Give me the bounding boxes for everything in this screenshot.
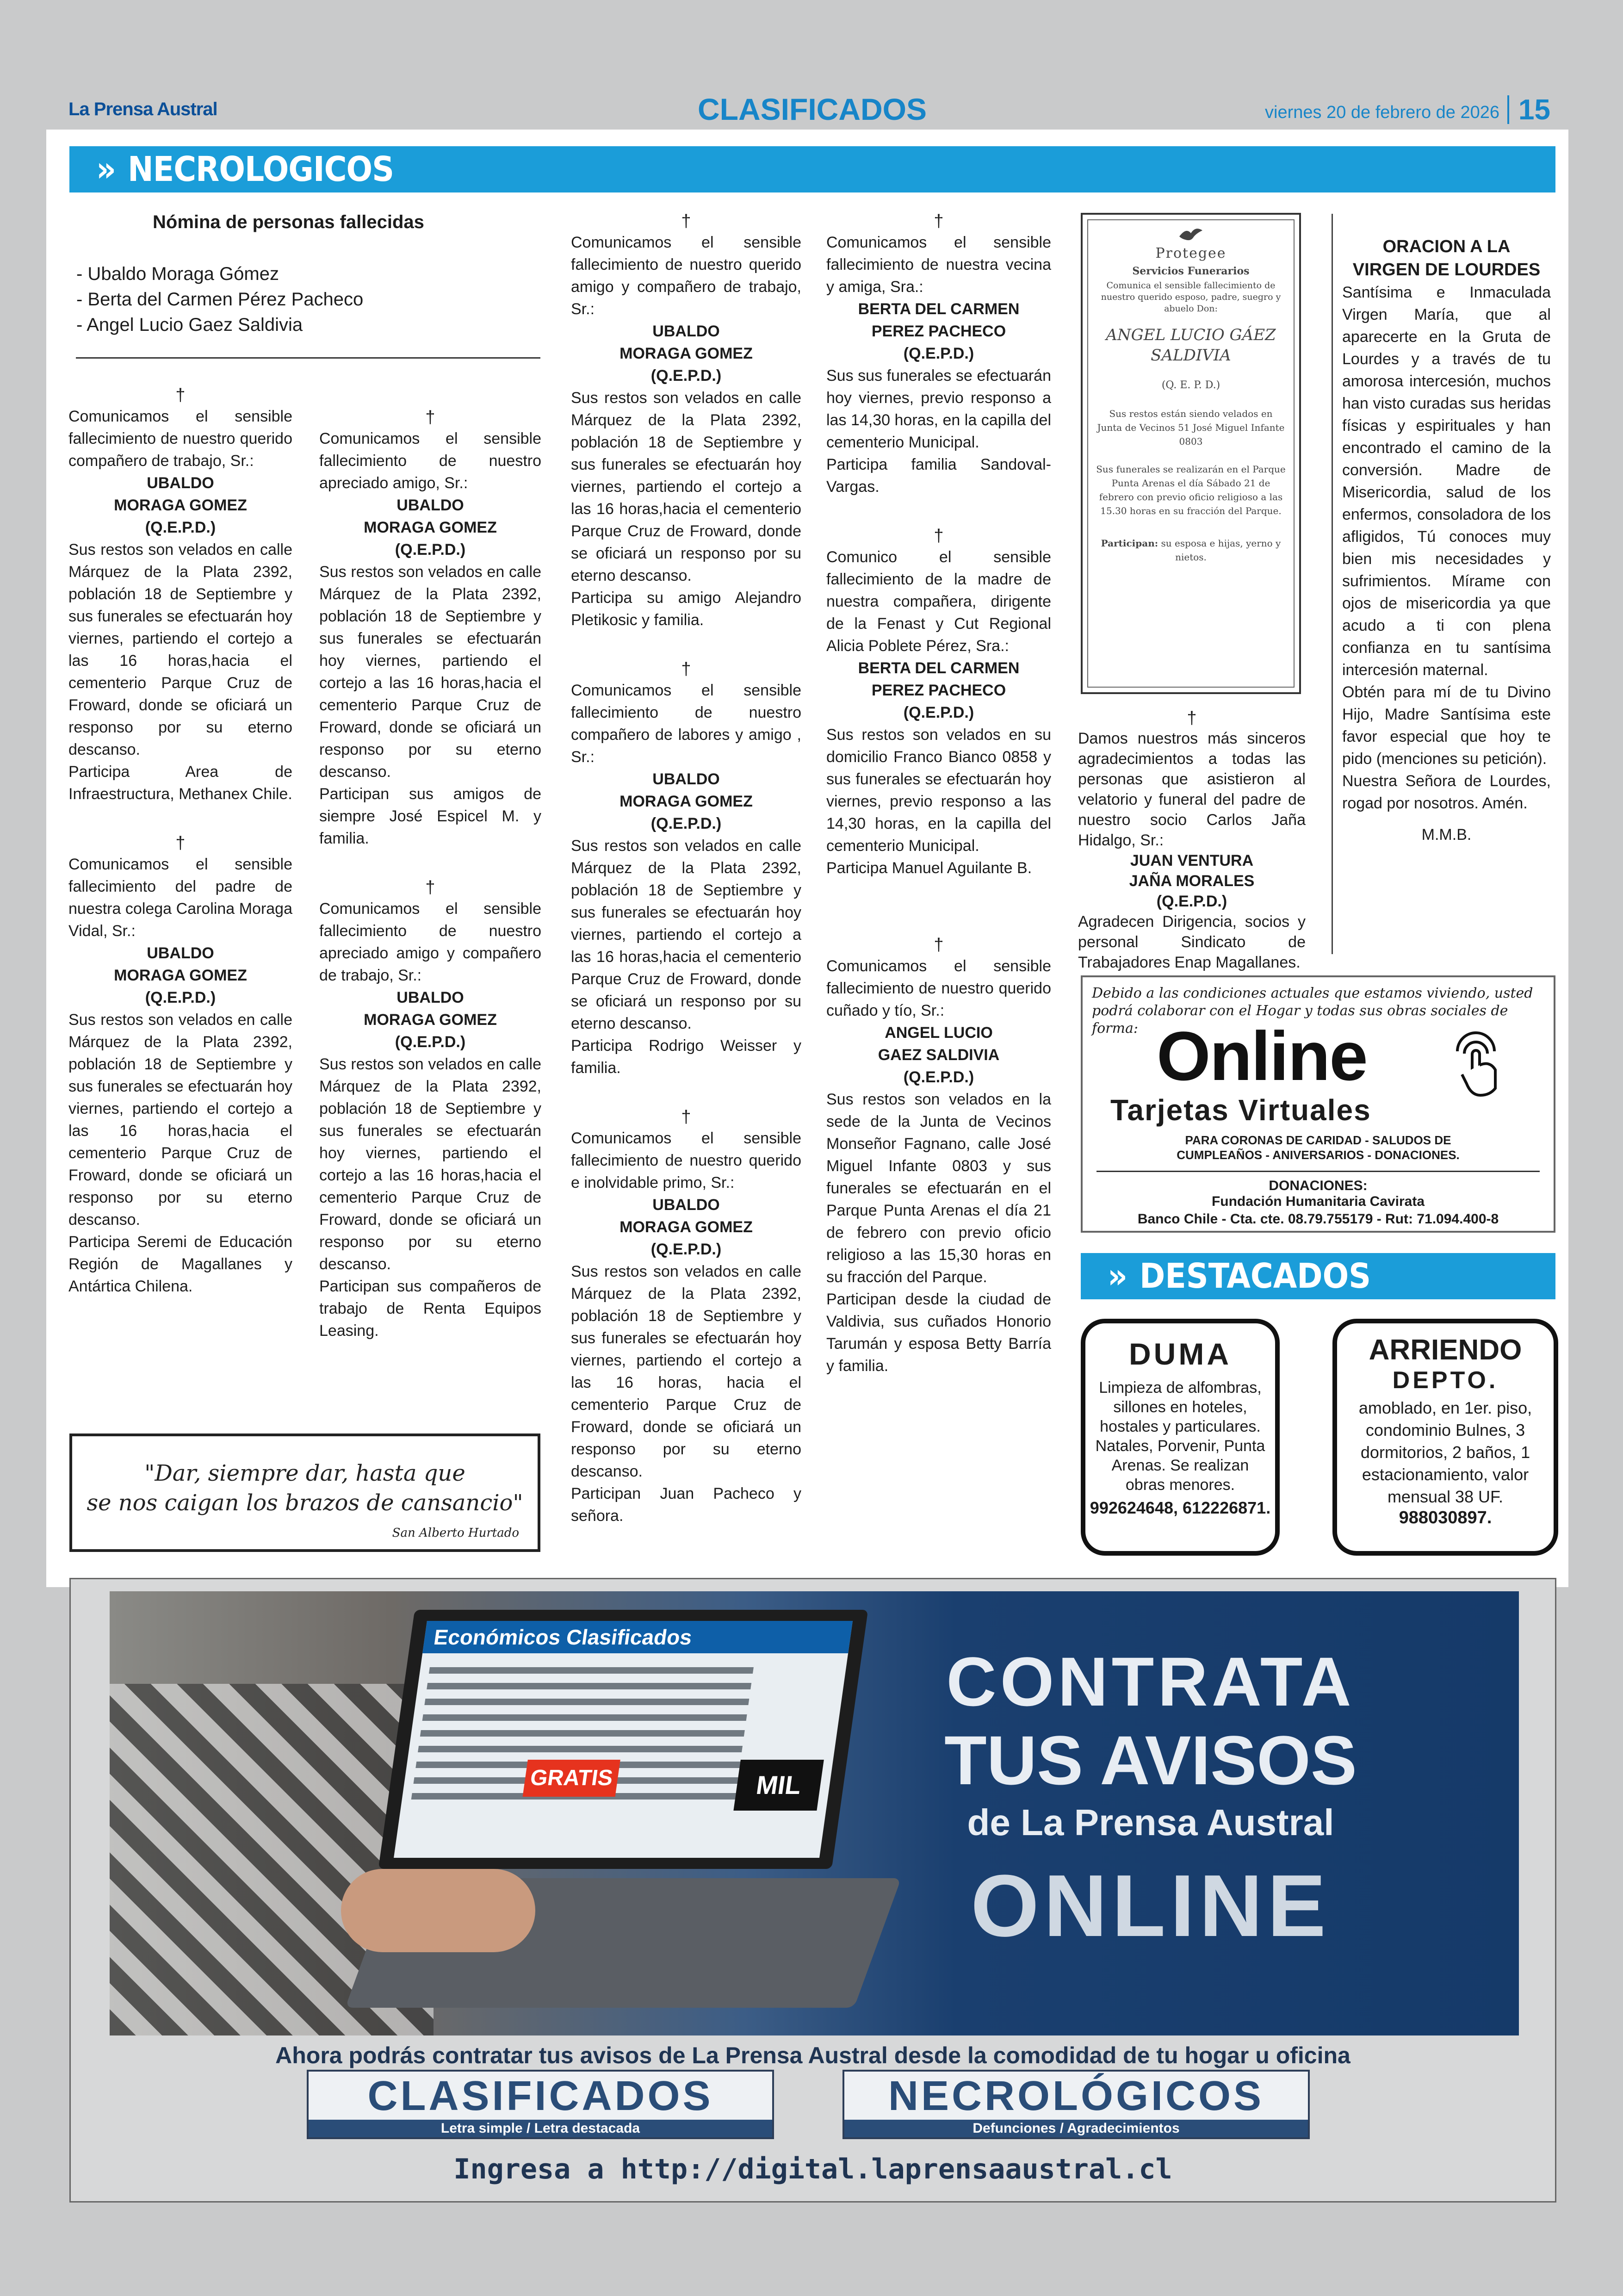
quote-line-1: "Dar, siempre dar, hasta que: [144, 1460, 465, 1486]
notice-column-3: [571, 211, 801, 1527]
notice-intro: Comunicamos el sensible fallecimiento de nuestro apreciado amigo y compañero de trabajo, Sr.:: [319, 900, 541, 984]
funeral-part: su esposa e hijas, yerno y nietos.: [1161, 538, 1281, 563]
thanks-signature: Agradecen Dirigencia, socios y personal Sindicato de Trabajadores Enap Magallanes.: [1078, 913, 1306, 971]
duma-body: Limpieza de alfombras, sillones en hoteles, hostales y particulares. Natales, Porvenir, Punta Arenas. Se realizan obras menores.: [1095, 1379, 1265, 1494]
deceased-name: UBALDO: [396, 496, 464, 514]
notice: [571, 659, 801, 1079]
notice: [68, 833, 292, 1297]
notice-column-4: [826, 211, 1051, 1377]
deceased-name: UBALDO: [652, 1196, 720, 1214]
notice-signature: Participa Seremi de Educación Región de Magallanes y Antártica Chilena.: [68, 1233, 292, 1295]
oracion-body-3: Nuestra Señora de Lourdes, rogad por nosotros. Amén.: [1342, 772, 1551, 812]
banner-title: NECROLOGICOS: [128, 149, 394, 189]
cross-icon: †: [934, 935, 944, 955]
thanks-notice: [1078, 708, 1306, 973]
laptop-photo: [110, 1591, 1519, 2035]
notice-column-2: [319, 407, 541, 1342]
notice-signature: Participan Juan Pacheco y señora.: [571, 1485, 801, 1525]
oracion-column: [1332, 214, 1551, 954]
arriendo-ad: [1332, 1319, 1558, 1556]
touch-icon: [1443, 1028, 1513, 1100]
clasificados-button-title: CLASIFICADOS: [367, 2073, 713, 2119]
online-title: Online: [1157, 1017, 1367, 1095]
arriendo-title-2: DEPTO.: [1392, 1367, 1499, 1394]
notice-body: Sus sus funerales se efectuarán hoy viernes, previo responso a las 14,30 horas, en la capilla del cementerio Municipal.: [826, 367, 1051, 451]
funeral-part-label: Participan:: [1101, 538, 1158, 549]
divider-rule: [76, 357, 540, 359]
notice-column-1: [68, 385, 292, 1297]
promo-tagline: Ahora podrás contratar tus avisos de La Prensa Austral desde la comodidad de tu hogar u oficina: [275, 2042, 1350, 2068]
notice-intro: Comunicamos el sensible fallecimiento del padre de nuestra colega Carolina Moraga Vidal, Sr.:: [68, 856, 292, 940]
quote-line-2: se nos caigan los brazos de cansancio": [87, 1490, 523, 1516]
laptop-screen: [378, 1610, 868, 1869]
donation-intro: Debido a las condiciones actuales que estamos viviendo, usted podrá colaborar con el Hogar y todas sus obras sociales de forma:: [1092, 985, 1533, 1036]
oracion-title-2: VIRGEN DE LOURDES: [1352, 260, 1541, 279]
notice-intro: Comunicamos el sensible fallecimiento de nuestro apreciado amigo, Sr.:: [319, 430, 541, 492]
deceased-surname: GAEZ SALDIVIA: [878, 1046, 1000, 1064]
notice-signature: Participa Manuel Aguilante B.: [826, 859, 1032, 877]
nomina-item: - Angel Lucio Gaez Saldivia: [76, 315, 303, 335]
quote-author: San Alberto Hurtado: [392, 1526, 519, 1540]
qepd: (Q.E.P.D.): [395, 1033, 466, 1051]
promo-line-2: TUS AVISOS: [944, 1721, 1357, 1799]
funeral-qepd: (Q. E. P. D.): [1161, 379, 1220, 391]
nomina-item: - Berta del Carmen Pérez Pacheco: [76, 289, 364, 310]
notice-body: Sus restos son velados en calle Márquez de la Plata 2392, población 18 de Septiembre y sus funerales se efectuarán hoy viernes, partiendo el cortejo a las 16 horas,hacia el cementerio Parque Cruz de Froward, donde se oficiará un responso por su eterno descanso.: [571, 837, 801, 1032]
deceased-name: UBALDO: [396, 989, 464, 1006]
hand: [341, 1869, 535, 1952]
notice: [319, 877, 541, 1342]
screen-gratis: GRATIS: [523, 1760, 620, 1797]
notice-signature: Participa Area de Infraestructura, Methanex Chile.: [68, 763, 292, 803]
notice-signature: Participa su amigo Alejandro Pletikosic y familia.: [571, 589, 801, 629]
deceased-surname: MORAGA GOMEZ: [114, 967, 247, 984]
arrows-icon: »: [1108, 1256, 1127, 1296]
notice: [826, 935, 1051, 1377]
oracion-body: Santísima e Inmaculada Virgen María, que al aparecerte en la Gruta de Lourdes y a través de tu amorosa intercesión, muchos han visto curadas sus heridas físicas y espirituales y han encontrado el camino de la conversión. Madre de Misericordia, salud de los enfermos, consoladora de los afligidos, Tú conoces muy bien mis necesidades y sufrimientos. Mírame con ojos de misericordia ya que acudo a ti con plena confianza en tu santísima intercesión maternal.: [1342, 284, 1551, 679]
funeral-wake: Sus restos están siendo velados en Junta de Vecinos 51 José Miguel Infante 0803: [1097, 408, 1285, 447]
qepd: (Q.E.P.D.): [903, 345, 974, 362]
header-divider: [1507, 95, 1509, 124]
notice-intro: Comunicamos el sensible fallecimiento de nuestro compañero de labores y amigo , Sr.:: [571, 682, 801, 766]
cross-icon: †: [1187, 708, 1197, 728]
notice-body: Sus restos son velados en calle Márquez de la Plata 2392, población 18 de Septiembre y sus funerales se efectuarán hoy viernes, partiendo el cortejo a las 16 horas,hacia el cementerio Parque Cruz de Froward, donde se oficiará un responso por su eterno descanso.: [68, 541, 292, 758]
qepd: (Q.E.P.D.): [145, 989, 216, 1006]
promo-line-4: ONLINE: [971, 1857, 1331, 1955]
qepd: (Q.E.P.D.): [145, 519, 216, 536]
deceased-name: UBALDO: [147, 474, 214, 492]
bank-account: Banco Chile - Cta. cte. 08.79.755179 - Rut: 71.094.400-8: [1137, 1211, 1499, 1227]
qepd: (Q.E.P.D.): [650, 367, 722, 385]
deceased-name: UBALDO: [652, 770, 720, 788]
arriendo-title-1: ARRIENDO: [1369, 1334, 1522, 1366]
arrows-icon: »: [96, 149, 116, 189]
online-donation-ad: [1081, 975, 1555, 1233]
notice-body: Sus restos son velados en calle Márquez de la Plata 2392, población 18 de Septiembre y sus funerales se efectuarán hoy viernes, partiendo el cortejo a las 16 horas,hacia el cementerio Parque Cruz de Froward, donde se oficiará un responso por su eterno descanso.: [571, 389, 801, 584]
cross-icon: †: [175, 385, 186, 405]
oracion-body-2: Obtén para mí de tu Divino Hijo, Madre Santísima este favor especial que hoy te pido (menciones su petición).: [1342, 683, 1551, 768]
dove-icon: [1088, 225, 1294, 245]
foundation-name: Fundación Humanitaria Cavirata: [1211, 1194, 1425, 1209]
promo-line-1: CONTRATA: [946, 1643, 1355, 1720]
arriendo-body: amoblado, en 1er. piso, condominio Bulnes, 3 dormitorios, 2 baños, 1 estacionamiento, valor mensual 38 UF.: [1358, 1398, 1532, 1506]
necrologicos-button-title: NECROLÓGICOS: [888, 2073, 1264, 2119]
cross-icon: †: [681, 659, 691, 679]
necrologicos-banner: [69, 146, 1555, 192]
destacados-title: DESTACADOS: [1140, 1256, 1371, 1296]
deceased-surname: MORAGA GOMEZ: [619, 793, 753, 810]
duma-phones: 992624648, 612226871.: [1090, 1498, 1271, 1517]
thanks-surname: JAÑA MORALES: [1129, 872, 1255, 890]
notice-intro: Comunicamos el sensible fallecimiento de nuestra vecina y amiga, Sra.:: [826, 234, 1051, 296]
online-tags-1: PARA CORONAS DE CARIDAD - SALUDOS DE: [1185, 1133, 1451, 1147]
online-tags-2: CUMPLEAÑOS - ANIVERSARIOS - DONACIONES.: [1177, 1148, 1460, 1162]
notice-body: Sus restos son velados en calle Márquez de la Plata 2392, población 18 de Septiembre y sus funerales se efectuarán hoy viernes, partiendo el cortejo a las 16 horas, hacia el cementerio Parque Cruz de Froward, donde se oficiará un responso por su eterno descanso.: [571, 1263, 801, 1480]
donation-label: DONACIONES:: [1269, 1178, 1368, 1193]
notice-signature: Participa familia Sandoval-Vargas.: [826, 456, 1051, 496]
notice-intro: Comunicamos el sensible fallecimiento de nuestro querido compañero de trabajo, Sr.:: [68, 408, 292, 470]
deceased-name: ANGEL LUCIO: [885, 1024, 993, 1042]
qepd: (Q.E.P.D.): [395, 541, 466, 558]
deceased-name: UBALDO: [652, 323, 720, 340]
notice-body: Sus restos son velados en calle Márquez de la Plata 2392, población 18 de Septiembre y sus funerales se efectuarán hoy viernes, partiendo el cortejo a las 16 horas,hacia el cementerio Parque Cruz de Froward, donde se oficiará un responso por su eterno descanso.: [68, 1011, 292, 1229]
notice-signature: Participan desde la ciudad de Valdivia, sus cuñados Honorio Tarumán y esposa Betty Barría y familia.: [826, 1291, 1051, 1375]
promo-line-3: de La Prensa Austral: [967, 1802, 1334, 1843]
online-subtitle: Tarjetas Virtuales: [1110, 1093, 1371, 1127]
cross-icon: †: [175, 833, 186, 853]
destacados-banner: [1081, 1253, 1555, 1299]
quote-box: [69, 1433, 540, 1552]
notice-intro: Comunicamos el sensible fallecimiento de nuestro querido e inolvidable primo, Sr.:: [571, 1129, 801, 1191]
notice-signature: Participan sus amigos de siempre José Espicel M. y familia.: [319, 785, 541, 847]
notice-signature: Participan sus compañeros de trabajo de Renta Equipos Leasing.: [319, 1278, 541, 1340]
cross-icon: †: [934, 526, 944, 546]
notice-intro: Comunicamos el sensible fallecimiento de nuestro querido cuñado y tío, Sr.:: [826, 957, 1051, 1019]
deceased-surname: PEREZ PACHECO: [871, 682, 1006, 699]
funeral-surname: SALDIVIA: [1151, 346, 1231, 365]
funeral-intro: Comunica el sensible fallecimiento de nuestro querido esposo, padre, suegro y abuelo Don:: [1101, 280, 1281, 314]
deceased-surname: MORAGA GOMEZ: [619, 1218, 753, 1236]
screen-title: Económicos Clasificados: [422, 1621, 853, 1653]
nomina-title: Nómina de personas fallecidas: [153, 212, 424, 232]
qepd: (Q.E.P.D.): [903, 704, 974, 721]
notice-body: Sus restos son velados en su domicilio Franco Bianco 0858 y sus funerales se efectuarán hoy viernes, previo responso a las 14,30 horas, en la capilla del cementerio Municipal.: [826, 726, 1051, 855]
notice-body: Sus restos son velados en calle Márquez de la Plata 2392, población 18 de Septiembre y sus funerales se efectuarán hoy viernes, partiendo el cortejo a las 16 horas,hacia el cementerio Parque Cruz de Froward, donde se oficiará un responso por su eterno descanso.: [319, 563, 541, 781]
notice-signature: Participa Rodrigo Weisser y familia.: [571, 1037, 801, 1077]
notice-body: Sus restos son velados en la sede de la Junta de Vecinos Monseñor Fagnano, calle José Miguel Infante 0803 y sus funerales se efectuarán en el Parque Punta Arenas el día 21 de febrero con previo oficio religioso a las 15,30 horas en su fracción del Parque.: [826, 1091, 1051, 1286]
qepd: (Q.E.P.D.): [650, 815, 722, 832]
notice: [319, 407, 541, 850]
cross-icon: †: [681, 211, 691, 231]
newspaper-brand: La Prensa Austral: [68, 99, 217, 119]
nomina-item: - Ubaldo Moraga Gómez: [76, 264, 279, 284]
deceased-surname: MORAGA GOMEZ: [619, 345, 753, 362]
funeral-logo: Protegee: [1155, 245, 1227, 261]
oracion-signature: M.M.B.: [1421, 826, 1472, 844]
oracion-title-1: ORACION A LA: [1382, 237, 1511, 256]
thanks-body: Damos nuestros más sinceros agradecimientos a todas las personas que asistieron al velatorio y funeral del padre de nuestro socio Carlos Jaña Hidalgo, Sr.:: [1078, 730, 1306, 849]
notice: [571, 1107, 801, 1527]
clasificados-button[interactable]: [307, 2070, 774, 2139]
duma-ad: [1081, 1319, 1280, 1556]
notice-intro: Comunicamos el sensible fallecimiento de nuestro querido amigo y compañero de trabajo, Sr.:: [571, 234, 801, 318]
cross-icon: †: [934, 211, 944, 231]
funeral-service-notice: [1081, 213, 1301, 694]
funeral-subtitle: Servicios Funerarios: [1132, 265, 1250, 277]
deceased-surname: MORAGA GOMEZ: [114, 496, 247, 514]
screen-mil: MIL: [733, 1760, 824, 1811]
deceased-name: BERTA DEL CARMEN: [858, 659, 1020, 677]
funeral-service: Sus funerales se realizarán en el Parque Punta Arenas el día Sábado 21 de febrero con previo oficio religioso a las 15.30 horas en su fracción del Parque.: [1096, 464, 1286, 516]
notice-body: Sus restos son velados en calle Márquez de la Plata 2392, población 18 de Septiembre y sus funerales se efectuarán hoy viernes, partiendo el cortejo a las 16 horas,hacia el cementerio Parque Cruz de Froward, donde se oficiará un responso por su eterno descanso.: [319, 1055, 541, 1273]
qepd: (Q.E.P.D.): [650, 1241, 722, 1258]
deceased-name: BERTA DEL CARMEN: [858, 300, 1020, 318]
clasificados-button-sub: Letra simple / Letra destacada: [309, 2120, 772, 2137]
duma-title: DUMA: [1129, 1337, 1232, 1371]
arriendo-phone: 988030897.: [1399, 1508, 1492, 1527]
deceased-surname: MORAGA GOMEZ: [364, 1011, 497, 1029]
necrologicos-button-sub: Defunciones / Agradecimientos: [844, 2120, 1308, 2137]
notice-intro: Comunico el sensible fallecimiento de la madre de nuestra compañera, dirigente de la Fenast y Cut Regional Alicia Poblete Pérez, Sra.:: [826, 548, 1051, 655]
notice: [68, 385, 292, 805]
thanks-qepd: (Q.E.P.D.): [1156, 893, 1227, 910]
promo-url[interactable]: Ingresa a http://digital.laprensaaustral.cl: [453, 2153, 1172, 2185]
necrologicos-button[interactable]: [842, 2070, 1310, 2139]
contrata-avisos-ad: [69, 1578, 1556, 2203]
deceased-surname: PEREZ PACHECO: [871, 323, 1006, 340]
cross-icon: †: [681, 1107, 691, 1127]
deceased-surname: MORAGA GOMEZ: [364, 519, 497, 536]
deceased-name: UBALDO: [147, 944, 214, 962]
issue-date: viernes 20 de febrero de 2026: [1265, 103, 1500, 122]
qepd: (Q.E.P.D.): [903, 1068, 974, 1086]
thanks-name: JUAN VENTURA: [1130, 852, 1254, 869]
funeral-notice-inner: [1087, 219, 1295, 688]
nomina-list: [76, 261, 363, 338]
notice: [826, 211, 1051, 498]
cross-icon: †: [425, 878, 435, 897]
donation-rule: [1096, 1171, 1540, 1172]
notice: [571, 211, 801, 631]
section-title: CLASIFICADOS: [698, 92, 927, 126]
cross-icon: †: [425, 408, 435, 427]
funeral-name: ANGEL LUCIO GÁEZ: [1106, 326, 1276, 344]
page-number: 15: [1518, 94, 1550, 126]
notice: [826, 526, 1051, 879]
